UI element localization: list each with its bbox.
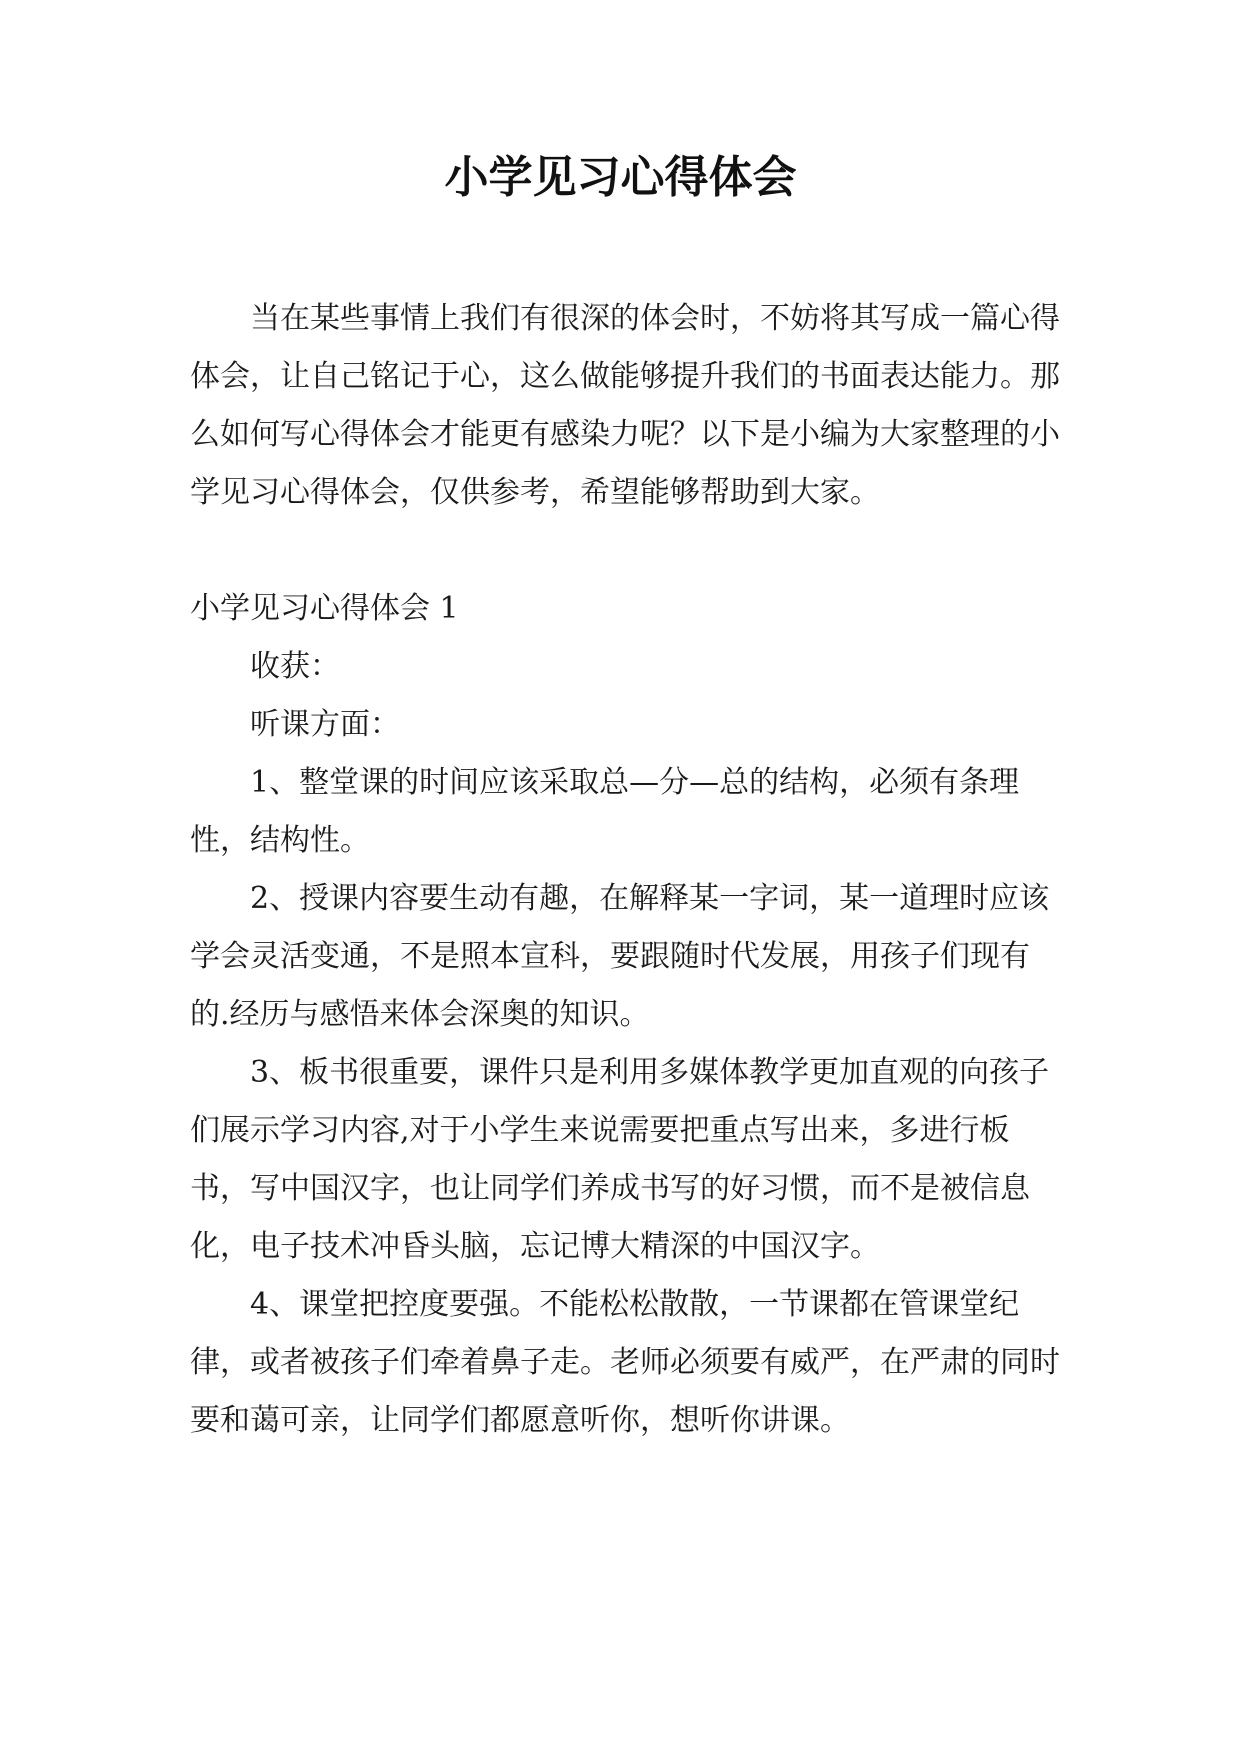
- intro-paragraph: 当在某些事情上我们有很深的体会时，不妨将其写成一篇心得体会，让自己铭记于心，这么做能够提升我们的书面表达能力。那么如何写心得体会才能更有感染力呢？以下是小编为大家整理的小学见习心得体会，仅供参考，希望能够帮助到大家。: [190, 301, 1060, 510]
- paragraph-listening: 听课方面：: [250, 707, 400, 742]
- section-heading: 小学见习心得体会 1: [190, 591, 459, 626]
- document-title: 小学见习心得体会: [444, 152, 797, 203]
- document-body: [190, 290, 1060, 1450]
- paragraph-point-4: 4、课堂把控度要强。不能松松散散，一节课都在管课堂纪律，或者被孩子们牵着鼻子走。老师必须要有威严，在严肃的同时要和蔼可亲，让同学们都愿意听你，想听你讲课。: [190, 1287, 1060, 1438]
- paragraph-harvest: 收获：: [250, 649, 340, 684]
- spacer: [190, 522, 1060, 580]
- paragraph-point-2: 2、授课内容要生动有趣，在解释某一字词，某一道理时应该学会灵活变通，不是照本宣科，要跟随时代发展，用孩子们现有的.经历与感悟来体会深奥的知识。: [190, 881, 1050, 1032]
- paragraph-point-3: 3、板书很重要，课件只是利用多媒体教学更加直观的向孩子们展示学习内容,对于小学生来说需要把重点写出来，多进行板书，写中国汉字，也让同学们养成书写的好习惯，而不是被信息化，电子技术冲昏头脑，忘记博大精深的中国汉字。: [190, 1055, 1050, 1264]
- paragraph-point-1: 1、整堂课的时间应该采取总—分—总的结构，必须有条理性，结构性。: [190, 765, 1020, 858]
